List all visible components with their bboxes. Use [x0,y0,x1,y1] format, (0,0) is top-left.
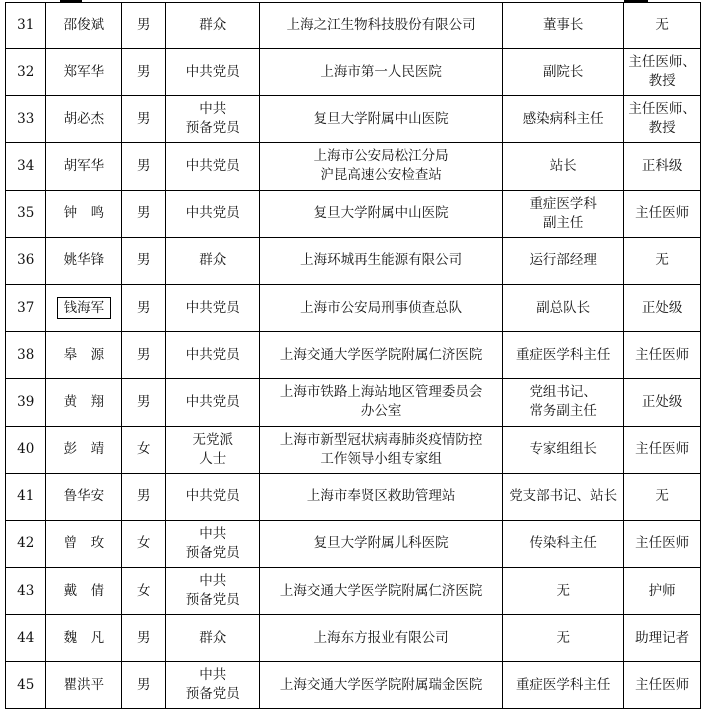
organization: 上海市新型冠状病毒肺炎疫情防控 工作领导小组专家组 [260,426,503,473]
professional-title: 正处级 [624,284,701,331]
political-status: 群众 [166,615,260,662]
table-row [6,284,701,331]
position: 站长 [503,143,624,190]
political-status: 中共党员 [166,143,260,190]
person-name: 邵俊斌 [46,3,122,49]
professional-title: 主任医师、 教授 [624,49,701,96]
organization: 上海市公安局松江分局 沪昆高速公安检查站 [260,143,503,190]
organization: 上海环城再生能源有限公司 [260,237,503,284]
table-body [6,3,701,709]
table-row [6,568,701,615]
row-number: 40 [6,426,46,473]
professional-title: 主任医师 [624,662,701,709]
political-status: 中共 预备党员 [166,662,260,709]
gender: 男 [122,284,166,331]
row-number: 37 [6,284,46,331]
person-name: 曾 玫 [46,520,122,567]
row-number: 39 [6,379,46,426]
row-number: 32 [6,49,46,96]
professional-title: 主任医师 [624,332,701,379]
organization: 上海市铁路上海站地区管理委员会 办公室 [260,379,503,426]
political-status: 中共 预备党员 [166,568,260,615]
row-number: 36 [6,237,46,284]
political-status: 中共 预备党员 [166,96,260,143]
person-name: 钟 鸣 [46,190,122,237]
position: 党支部书记、站长 [503,473,624,520]
gender: 女 [122,520,166,567]
gender: 女 [122,426,166,473]
gender: 女 [122,568,166,615]
table-row [6,237,701,284]
professional-title: 主任医师、 教授 [624,96,701,143]
political-status: 中共 预备党员 [166,520,260,567]
political-status: 中共党员 [166,473,260,520]
professional-title: 主任医师 [624,520,701,567]
row-number: 42 [6,520,46,567]
political-status: 群众 [166,3,260,49]
personnel-table [5,2,701,709]
position: 重症医学科主任 [503,332,624,379]
position: 无 [503,568,624,615]
organization: 上海东方报业有限公司 [260,615,503,662]
row-number: 44 [6,615,46,662]
position: 副院长 [503,49,624,96]
gender: 男 [122,143,166,190]
row-number: 45 [6,662,46,709]
professional-title: 无 [624,237,701,284]
table-row [6,473,701,520]
professional-title: 无 [624,3,701,49]
position: 副总队长 [503,284,624,331]
position: 传染科主任 [503,520,624,567]
professional-title: 无 [624,473,701,520]
position: 党组书记、 常务副主任 [503,379,624,426]
person-name: 姚华锋 [46,237,122,284]
gender: 男 [122,96,166,143]
professional-title: 正科级 [624,143,701,190]
table-row [6,143,701,190]
political-status: 中共党员 [166,284,260,331]
table-row [6,3,701,49]
organization: 复旦大学附属儿科医院 [260,520,503,567]
gender: 男 [122,473,166,520]
position: 重症医学科 副主任 [503,190,624,237]
table-row [6,615,701,662]
organization: 复旦大学附属中山医院 [260,190,503,237]
professional-title: 主任医师 [624,426,701,473]
organization: 复旦大学附属中山医院 [260,96,503,143]
position: 董事长 [503,3,624,49]
position: 运行部经理 [503,237,624,284]
row-number: 35 [6,190,46,237]
person-name: 戴 倩 [46,568,122,615]
table-row [6,332,701,379]
table-row [6,379,701,426]
person-name-boxed: 钱海军 [57,297,112,319]
person-name: 彭 靖 [46,426,122,473]
gender: 男 [122,49,166,96]
organization: 上海市第一人民医院 [260,49,503,96]
organization: 上海之江生物科技股份有限公司 [260,3,503,49]
professional-title: 护师 [624,568,701,615]
row-number: 31 [6,3,46,49]
political-status: 群众 [166,237,260,284]
organization: 上海交通大学医学院附属瑞金医院 [260,662,503,709]
gender: 男 [122,237,166,284]
row-number: 38 [6,332,46,379]
person-name-cell [46,284,122,331]
table-row [6,426,701,473]
table-row [6,49,701,96]
row-number: 33 [6,96,46,143]
gender: 男 [122,3,166,49]
professional-title: 主任医师 [624,190,701,237]
position: 无 [503,615,624,662]
professional-title: 正处级 [624,379,701,426]
political-status: 中共党员 [166,190,260,237]
person-name: 魏 凡 [46,615,122,662]
person-name: 胡必杰 [46,96,122,143]
gender: 男 [122,615,166,662]
political-status: 中共党员 [166,379,260,426]
row-number: 41 [6,473,46,520]
table-row [6,96,701,143]
person-name: 郑军华 [46,49,122,96]
political-status: 中共党员 [166,49,260,96]
row-number: 34 [6,143,46,190]
position: 重症医学科主任 [503,662,624,709]
person-name: 黄 翔 [46,379,122,426]
person-name: 皋 源 [46,332,122,379]
person-name: 胡军华 [46,143,122,190]
gender: 男 [122,332,166,379]
gender: 男 [122,190,166,237]
organization: 上海市公安局刑事侦查总队 [260,284,503,331]
table-row [6,520,701,567]
organization: 上海交通大学医学院附属仁济医院 [260,568,503,615]
gender: 男 [122,379,166,426]
gender: 男 [122,662,166,709]
table-row [6,662,701,709]
organization: 上海市奉贤区救助管理站 [260,473,503,520]
position: 感染病科主任 [503,96,624,143]
position: 专家组组长 [503,426,624,473]
person-name: 鲁华安 [46,473,122,520]
political-status: 中共党员 [166,332,260,379]
row-number: 43 [6,568,46,615]
table-row [6,190,701,237]
organization: 上海交通大学医学院附属仁济医院 [260,332,503,379]
professional-title: 助理记者 [624,615,701,662]
political-status: 无党派 人士 [166,426,260,473]
person-name: 瞿洪平 [46,662,122,709]
